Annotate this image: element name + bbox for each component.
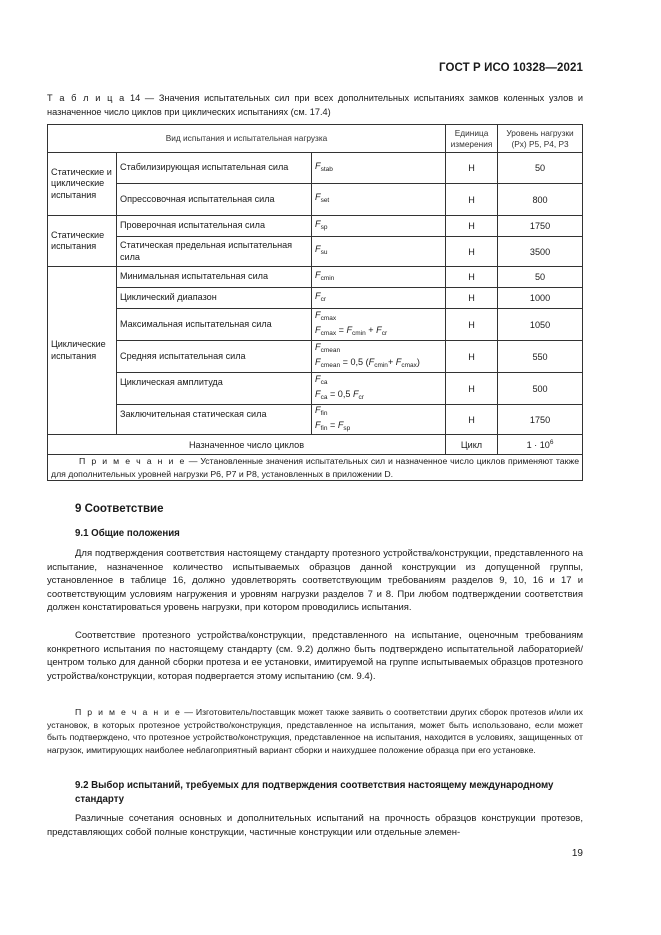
- formula-cell: $F_{fin}$ $F_{fin} = F_{sp}$: [312, 405, 446, 435]
- cycles-exponent: 6: [549, 439, 554, 446]
- col-header-unit: Единица измерения: [446, 125, 498, 153]
- row-value: 3500: [498, 237, 583, 267]
- row-unit: Н: [446, 153, 498, 184]
- formula-cell: $F_{ca}$ $F_{ca} = 0,5$ $F_{cr}$: [312, 373, 446, 405]
- row-unit: Н: [446, 405, 498, 435]
- row-value: 800: [498, 184, 583, 216]
- table-caption-text: 14 — Значения испытательных сил при всех дополнительных испытаниях замков коленных узлов и назначенное число циклов при циклических испытаниях (см. 17.4): [47, 93, 583, 117]
- paragraph-1: Для подтверждения соответствия настоящему стандарту протезного устройства/конструкции, представленного на испытание, назначенное количество испытываемых образцов данной конструкции из допущенной группы, установленное в таблице 16, должно удовлетворять соответствующим требованиям разделов 9, 10, 16 и 17 и соответствующим условиям нагружения и уровням нагрузки разделов 7 и 8. При любом подтверждении соответствия должен констатироваться уровень нагрузки, при котором проводились испытания.: [47, 548, 583, 614]
- section-note: [47, 706, 583, 756]
- paragraph-3: Различные сочетания основных и дополнительных испытаний на прочность образцов конструкции протезов, представляющих собой полные конструкции, частичные конструкции или отдельные элемен-: [47, 813, 583, 838]
- row-name: Средняя испытательная сила: [117, 341, 312, 373]
- formula-cell: $F_{cmean}$ $F_{cmean} = 0,5$ $(F_{cmin}+ F_{cmax})$: [312, 341, 446, 373]
- row-name: Проверочная испытательная сила: [117, 216, 312, 237]
- row-unit: Н: [446, 309, 498, 341]
- row-value: 550: [498, 341, 583, 373]
- table-row: [48, 267, 583, 288]
- section-9-title: 9 Соответствие: [75, 503, 164, 515]
- row-value: 50: [498, 267, 583, 288]
- cycles-mantissa: 1 · 10: [526, 440, 550, 450]
- row-unit: Н: [446, 267, 498, 288]
- page-number: 19: [571, 848, 583, 859]
- row-value: 50: [498, 153, 583, 184]
- cycles-name: Назначенное число циклов: [48, 435, 446, 455]
- table-row: [48, 216, 583, 237]
- table-row: [48, 309, 583, 341]
- table-row: [48, 373, 583, 405]
- row-name: Минимальная испытательная сила: [117, 267, 312, 288]
- row-unit: Н: [446, 216, 498, 237]
- row-name: Циклический диапазон: [117, 288, 312, 309]
- section-note-label: П р и м е ч а н и е: [75, 707, 182, 717]
- row-value: 1000: [498, 288, 583, 309]
- row-unit: Н: [446, 237, 498, 267]
- group-static: Статические испытания: [48, 216, 117, 267]
- table-note-label: П р и м е ч а н и е: [79, 456, 186, 466]
- group-cyclic: Циклические испытания: [48, 267, 117, 435]
- col-header-test: Вид испытания и испытательная нагрузка: [48, 125, 446, 153]
- table-caption: [47, 92, 583, 119]
- row-value: 1750: [498, 405, 583, 435]
- table-note-row: [48, 455, 583, 481]
- row-value: 500: [498, 373, 583, 405]
- table-14: [47, 124, 583, 481]
- row-name: Максимальная испытательная сила: [117, 309, 312, 341]
- section-9-2-title: 9.2 Выбор испытаний, требуемых для подтверждения соответствия настоящему международному стандарту: [75, 780, 554, 805]
- cycles-value: [498, 435, 583, 455]
- row-unit: Н: [446, 184, 498, 216]
- table-row: [48, 405, 583, 435]
- row-unit: Н: [446, 373, 498, 405]
- standard-header: ГОСТ Р ИСО 10328—2021: [438, 62, 583, 74]
- formula-cell: $F_{su}$: [312, 237, 446, 267]
- cycles-row: [48, 435, 583, 455]
- row-name: Циклическая амплитуда: [117, 373, 312, 405]
- table-caption-label: Т а б л и ц а: [47, 93, 126, 103]
- table-note-text: — Установленные значения испытательных сил и назначенное число циклов применяют также для дополнительных уровней нагрузки P6, P7 и P8, установленных в приложении D.: [51, 456, 580, 479]
- row-value: 1050: [498, 309, 583, 341]
- table-row: [48, 237, 583, 267]
- formula-cell: $F_{sp}$: [312, 216, 446, 237]
- row-unit: Н: [446, 341, 498, 373]
- table-row: [48, 184, 583, 216]
- section-9-1-title: 9.1 Общие положения: [75, 528, 180, 539]
- row-value: 1750: [498, 216, 583, 237]
- row-name: Стабилизирующая испытательная сила: [117, 153, 312, 184]
- col-header-level: Уровень нагрузки (Px) P5, P4, P3: [498, 125, 583, 153]
- row-unit: Н: [446, 288, 498, 309]
- formula-cell: $F_{set}$: [312, 184, 446, 216]
- group-static-cyclic: Статические и циклические испытания: [48, 153, 117, 216]
- row-name: Статическая предельная испытательная сила: [117, 237, 312, 267]
- formula-cell: $F_{stab}$: [312, 153, 446, 184]
- paragraph-2: Соответствие протезного устройства/конструкции, представленного на испытание, оценочным требованиям конкретного испытания по настоящему стандарту (см. 9.2) должно быть подтверждено испытательной лабораторией/центром только для данной сборки протеза и ее установки, имитируемой на группе испытываемых образцов протезного устройства/конструкции, которая подвергается этому испытанию (см. 9.4).: [47, 630, 583, 682]
- row-name: Опрессовочная испытательная сила: [117, 184, 312, 216]
- table-row: [48, 341, 583, 373]
- formula-cell: $F_{cmax}$ $F_{cmax} = F_{cmin} + F_{cr}$: [312, 309, 446, 341]
- formula-cell: $F_{cmin}$: [312, 267, 446, 288]
- cycles-unit: Цикл: [446, 435, 498, 455]
- formula-cell: $F_{cr}$: [312, 288, 446, 309]
- row-name: Заключительная статическая сила: [117, 405, 312, 435]
- table-row: [48, 153, 583, 184]
- table-note: [48, 455, 583, 481]
- table-row: [48, 288, 583, 309]
- section-note-text: — Изготовитель/поставщик может также заявить о соответствии других сборок протезов и/или их установок, в которых протезное устройство/конструкция, представленное на испытания, может быть использовано, если может быть подтверждено, что протезное устройство/конструкция, представленное на испытания, находится в условиях, защищенных от нагрузок, имитирующих наиболее неблагоприятный вариант сборки и наихудшее положение образца при его установке.: [47, 707, 583, 755]
